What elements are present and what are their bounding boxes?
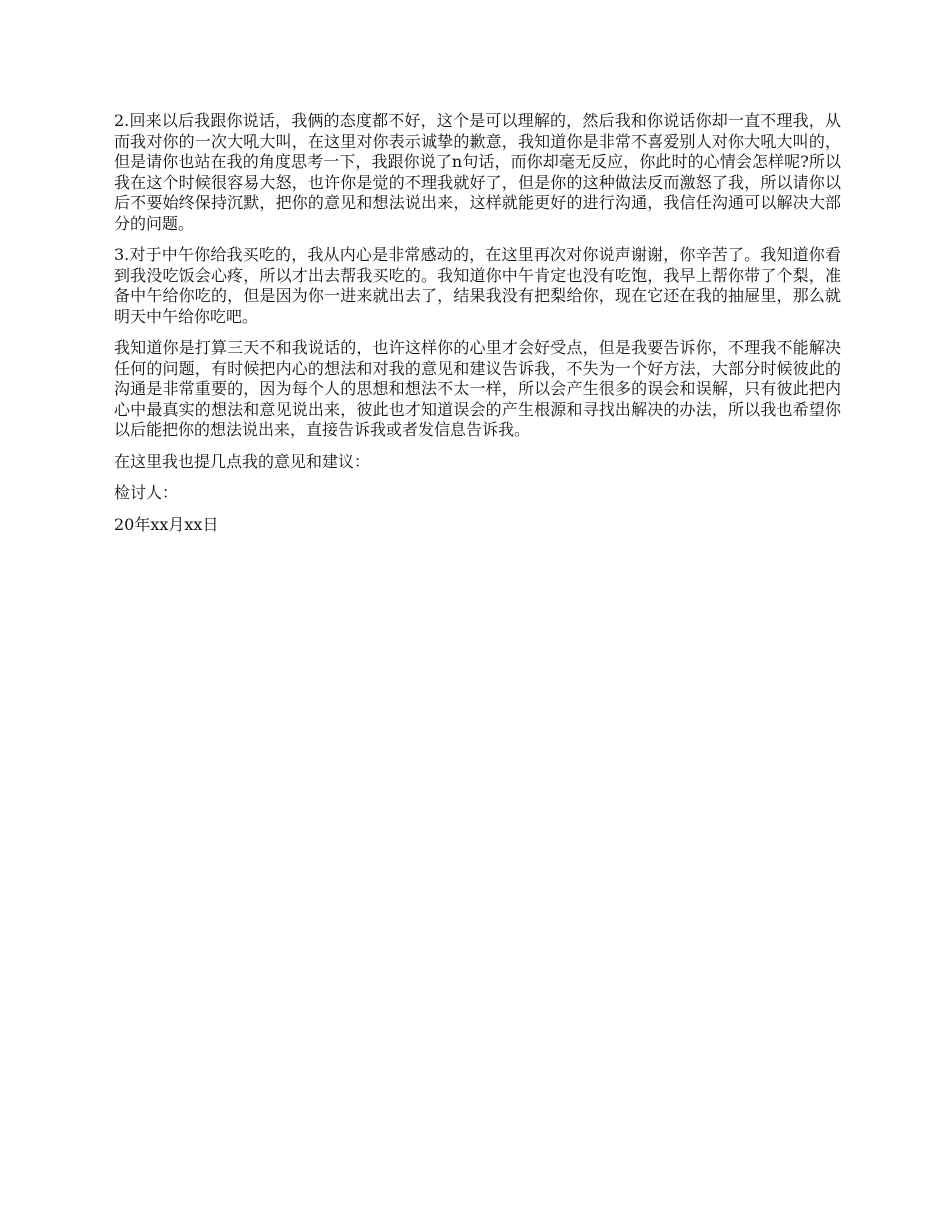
document-body [114,111,841,546]
date-line: 20年xx月xx日 [114,514,219,534]
paragraph-communication: 我知道你是打算三天不和我说话的，也许这样你的心里才会好受点，但是我要告诉你，不理我不能解决任何的问题，有时候把内心的想法和对我的意见和建议告诉我，不失为一个好方法，大部分时候彼此的沟通是非常重要的，因为每个人的思想和想法不太一样，所以会产生很多的误会和误解，只有彼此把内心中最真实的想法和意见说出来，彼此也才知道误会的产生根源和寻找出解决的办法，所以我也希望你以后能把你的想法说出来，直接告诉我或者发信息告诉我。 [114,338,841,439]
paragraph-point-3: 3.对于中午你给我买吃的，我从内心是非常感动的，在这里再次对你说声谢谢，你辛苦了。我知道你看到我没吃饭会心疼，所以才出去帮我买吃的。我知道你中午肯定也没有吃饱，我早上帮你带了个梨，准备中午给你吃的，但是因为你一进来就出去了，结果我没有把梨给你，现在它还在我的抽屉里，那么就明天中午给你吃吧。 [114,245,841,326]
signature-label: 检讨人： [114,483,179,502]
paragraph-suggestions-intro: 在这里我也提几点我的意见和建议： [114,451,371,471]
paragraph-point-2: 2.回来以后我跟你说话，我俩的态度都不好，这个是可以理解的，然后我和你说话你却一直不理我，从而我对你的一次大吼大叫，在这里对你表示诚挚的歉意，我知道你是非常不喜爱别人对你大吼大叫的，但是请你也站在我的角度思考一下，我跟你说了n句话，而你却毫无反应，你此时的心情会怎样呢?所以我在这个时候很容易大怒，也许你是觉的不理我就好了，但是你的这种做法反而激怒了我，所以请你以后不要始终保持沉默，把你的意见和想法说出来，这样就能更好的进行沟通，我信任沟通可以解决大部分的问题。 [114,111,841,233]
